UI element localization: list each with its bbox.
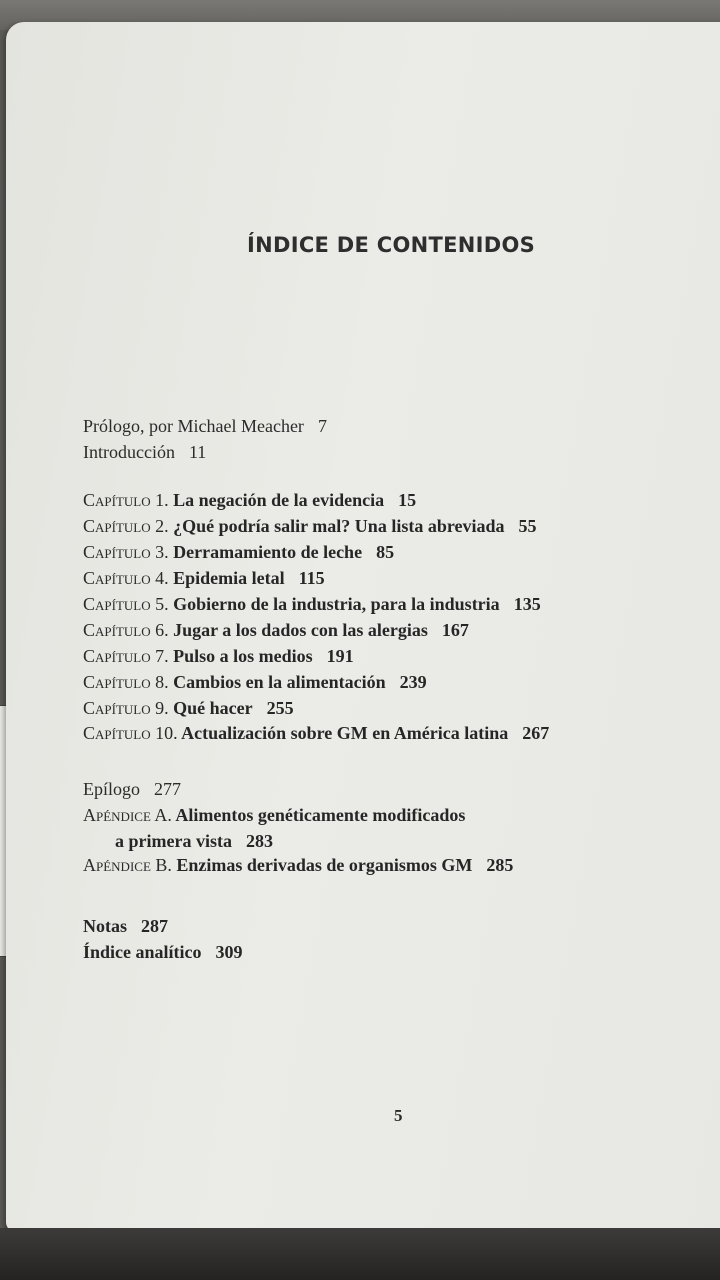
- toc-entry-apendice-a: [83, 803, 465, 827]
- chapter-page: 267: [522, 723, 550, 743]
- toc-entry-notas: [83, 914, 168, 938]
- chapter-title: Pulso a los medios: [173, 646, 313, 666]
- chapter-page: 55: [518, 516, 537, 536]
- entry-page: 7: [317, 416, 327, 436]
- page-title: ÍNDICE DE CONTENIDOS: [247, 233, 536, 257]
- toc-entry-chapter-4: [83, 566, 325, 590]
- chapter-page: 167: [441, 620, 469, 640]
- toc-entry-chapter-3: [83, 540, 394, 564]
- chapter-title: Qué hacer: [173, 698, 253, 718]
- appendix-title-continued: a primera vista: [115, 831, 232, 851]
- chapter-label: Capítulo 6.: [83, 620, 169, 640]
- entry-page: 287: [141, 916, 168, 936]
- chapter-page: 85: [376, 542, 395, 562]
- entry-title: Introducción: [83, 442, 175, 462]
- chapter-title: Gobierno de la industria, para la industria: [173, 594, 500, 614]
- chapter-page: 255: [266, 698, 294, 718]
- entry-title: Epílogo: [83, 779, 140, 799]
- chapter-title: ¿Qué podría salir mal? Una lista abreviada: [173, 516, 505, 536]
- entry-title: Índice analítico: [83, 942, 202, 962]
- toc-entry-apendice-a-continued: [115, 829, 273, 853]
- toc-entry-chapter-6: [83, 618, 469, 642]
- chapter-label: Capítulo 3.: [83, 542, 169, 562]
- chapter-title: Cambios en la alimentación: [173, 672, 386, 692]
- entry-page: 309: [215, 942, 243, 962]
- chapter-label: Capítulo 8.: [83, 672, 169, 692]
- background-bottom: [0, 1228, 720, 1280]
- chapter-page: 15: [398, 490, 417, 510]
- chapter-title: Jugar a los dados con las alergias: [173, 620, 428, 640]
- appendix-title: Alimentos genéticamente modificados: [175, 805, 466, 825]
- toc-entry-chapter-2: [83, 514, 537, 538]
- appendix-title: Enzimas derivadas de organismos GM: [176, 855, 473, 875]
- toc-entry-introduccion: [83, 440, 206, 464]
- toc-entry-chapter-8: [83, 670, 427, 694]
- chapter-page: 135: [513, 594, 541, 614]
- chapter-label: Capítulo 1.: [83, 490, 169, 510]
- chapter-label: Capítulo 9.: [83, 698, 169, 718]
- chapter-page: 115: [298, 568, 325, 588]
- page-number: 5: [394, 1106, 403, 1125]
- toc-entry-chapter-7: [83, 644, 354, 668]
- toc-entry-chapter-10: [83, 721, 549, 745]
- appendix-page: 283: [245, 831, 273, 851]
- toc-entry-chapter-9: [83, 696, 294, 720]
- entry-title: Notas: [83, 916, 127, 936]
- chapter-label: Capítulo 5.: [83, 594, 169, 614]
- chapter-page: 191: [326, 646, 354, 666]
- entry-page: 11: [188, 442, 207, 462]
- entry-page: 277: [154, 779, 181, 799]
- toc-entry-epilogo: [83, 777, 181, 801]
- toc-entry-chapter-1: [83, 488, 416, 512]
- appendix-page: 285: [486, 855, 514, 875]
- toc-entry-indice-analitico: [83, 940, 243, 964]
- chapter-title: La negación de la evidencia: [173, 490, 385, 510]
- chapter-title: Epidemia letal: [173, 568, 285, 588]
- chapter-title: Actualización sobre GM en América latina: [181, 723, 509, 743]
- toc-entry-apendice-b: [83, 853, 513, 877]
- chapter-label: Capítulo 4.: [83, 568, 169, 588]
- appendix-label: Apéndice A.: [83, 805, 172, 825]
- chapter-label: Capítulo 10.: [83, 723, 178, 743]
- entry-title: Prólogo, por Michael Meacher: [83, 416, 304, 436]
- chapter-label: Capítulo 2.: [83, 516, 169, 536]
- chapter-page: 239: [399, 672, 427, 692]
- chapter-label: Capítulo 7.: [83, 646, 169, 666]
- toc-entry-prologo: [83, 414, 327, 438]
- appendix-label: Apéndice B.: [83, 855, 172, 875]
- toc-entry-chapter-5: [83, 592, 541, 616]
- chapter-title: Derramamiento de leche: [173, 542, 363, 562]
